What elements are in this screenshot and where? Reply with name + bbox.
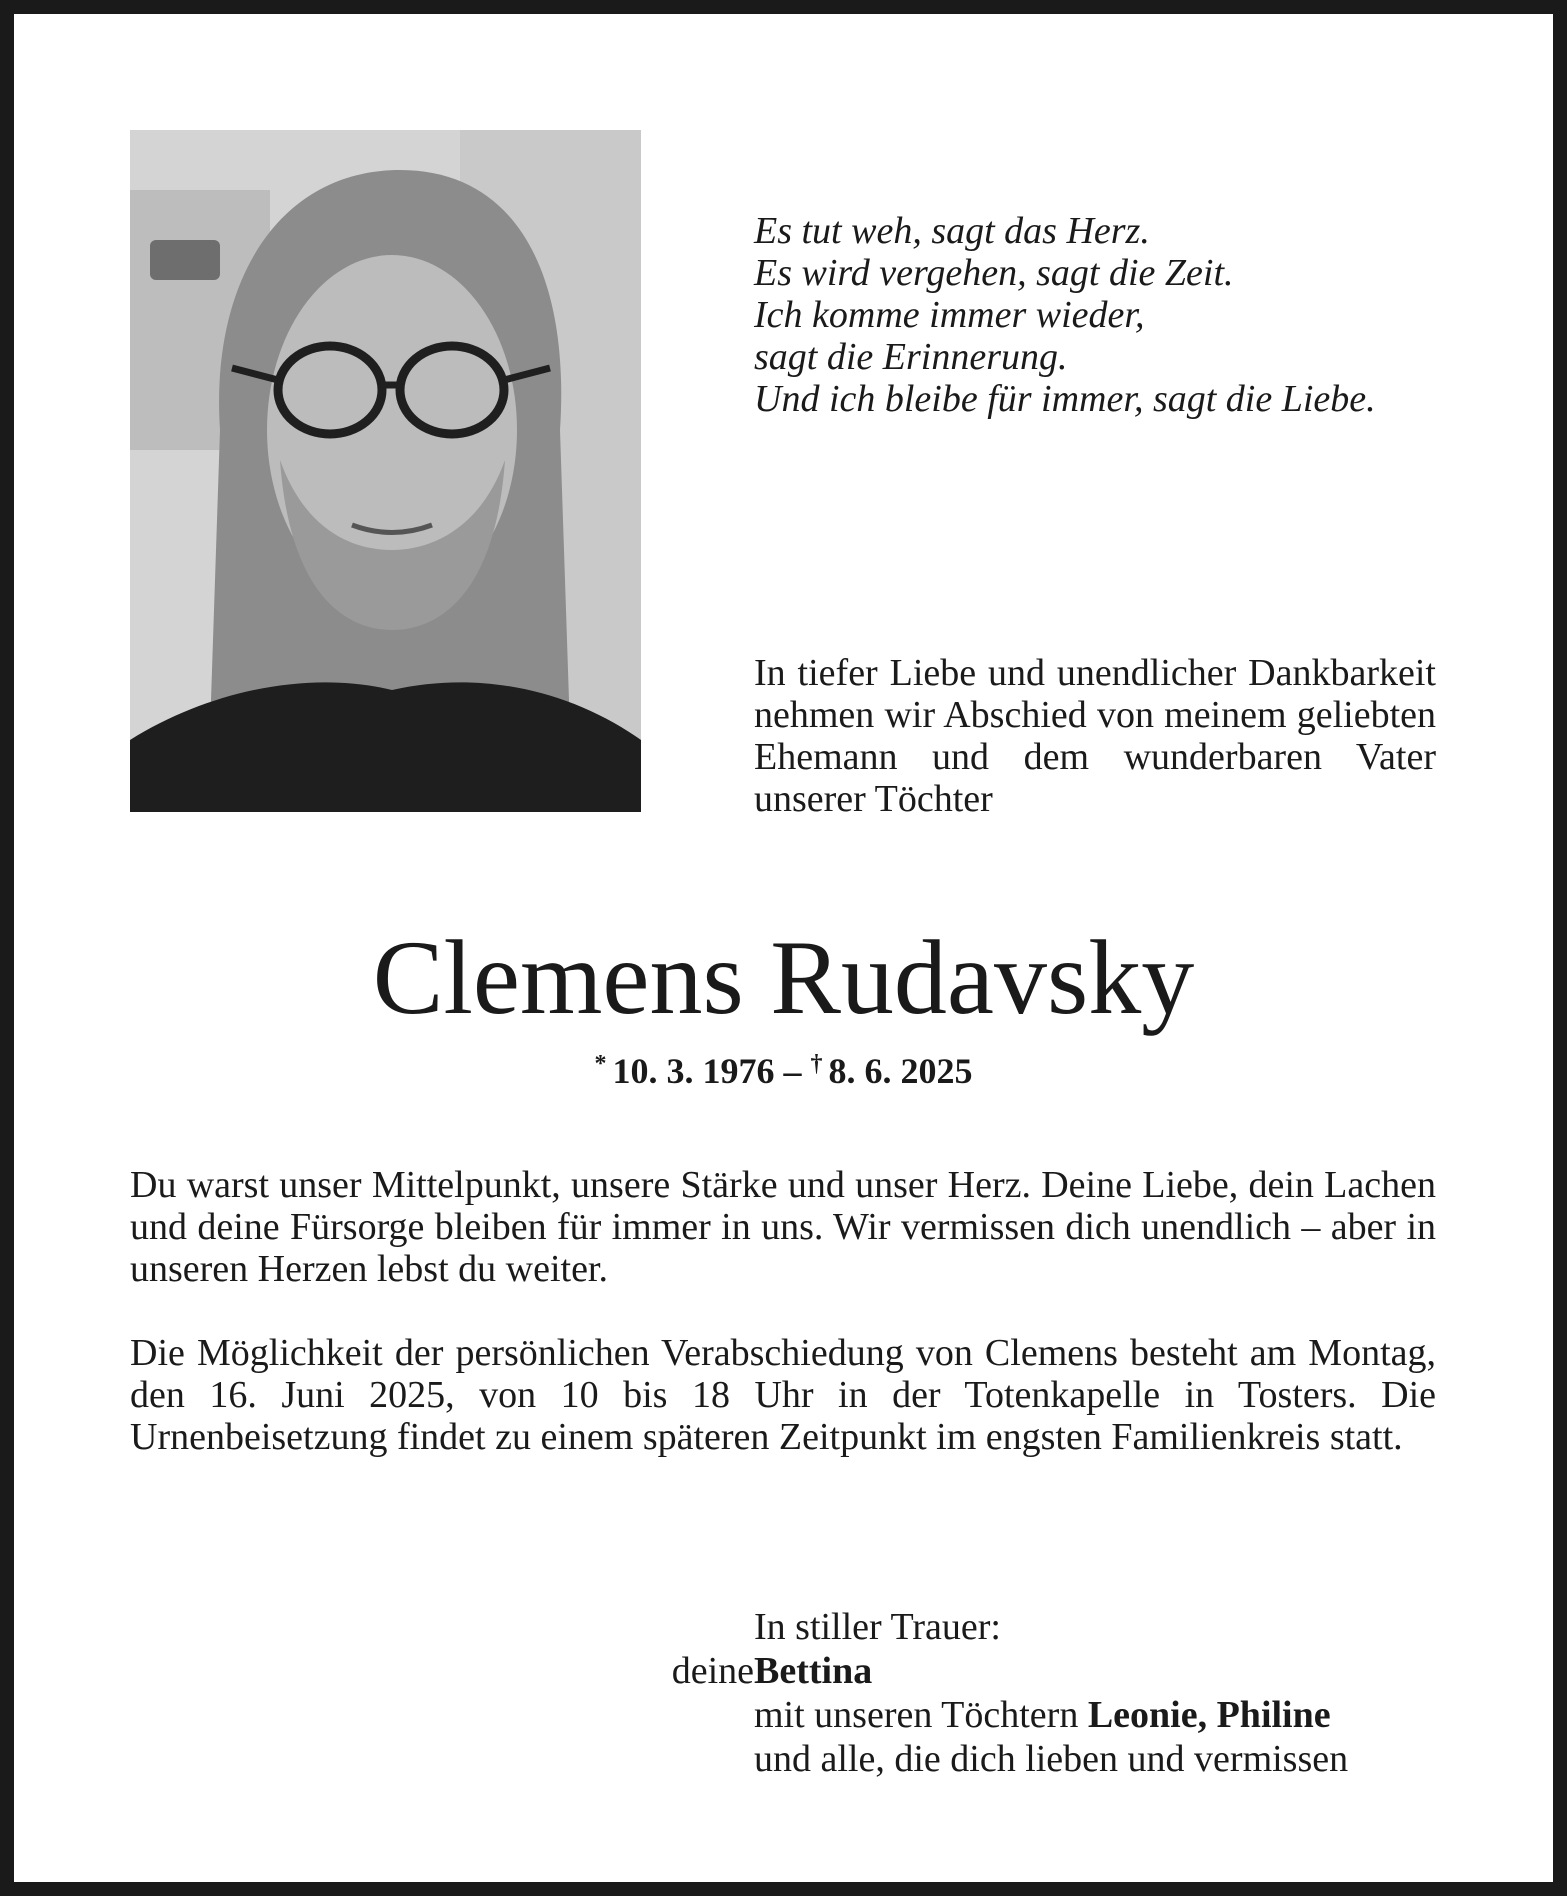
wife-name: Bettina (754, 1650, 873, 1692)
death-date: 8. 6. 2025 (828, 1051, 973, 1091)
life-dates (0, 1042, 1567, 1093)
poem (754, 210, 1454, 420)
tribute-paragraph: Du warst unser Mittelpunkt, unsere Stärke und unser Herz. Deine Liebe, dein Lachen und deine Fürsorge bleiben für immer in uns. Wir vermissen dich unendlich – aber in unseren Herzen lebst du weiter. (130, 1164, 1436, 1290)
intro-text: In tiefer Liebe und unendlicher Dankbarkeit nehmen wir Abschied von meinem geliebten Ehemann und dem wunderbaren Vater unserer Töchter (754, 652, 1436, 820)
children-prefix: mit unseren Töchtern (754, 1694, 1079, 1736)
date-separator: – (783, 1051, 802, 1091)
signature-wife (754, 1650, 872, 1692)
children-names: Leonie, Philine (1087, 1694, 1331, 1736)
farewell-info-paragraph: Die Möglichkeit der persönlichen Verabschiedung von Clemens besteht am Montag, den 16. Juni 2025, von 10 bis 18 Uhr in der Totenkapelle in Tosters. Die Urnenbeisetzung findet zu einem späteren Zeitpunkt im engsten Familienkreis statt. (130, 1332, 1436, 1458)
signature-closing: und alle, die dich lieben und vermissen (754, 1738, 1349, 1780)
poem-line: Es tut weh, sagt das Herz. (754, 210, 1150, 252)
signature-children-line (754, 1694, 1331, 1736)
poem-line: Ich komme immer wieder, (754, 294, 1145, 336)
poem-line: sagt die Erinnerung. (754, 336, 1068, 378)
birth-symbol: * (594, 1051, 607, 1077)
signature-heading: In stiller Trauer: (754, 1606, 1001, 1648)
portrait-photo (130, 130, 641, 812)
signature-prefix: deine (671, 1650, 754, 1692)
portrait-illustration (130, 130, 641, 812)
birth-date: 10. 3. 1976 (612, 1051, 775, 1091)
death-symbol: † (810, 1051, 823, 1077)
poem-line: Und ich bleibe für immer, sagt die Liebe. (754, 378, 1376, 420)
deceased-name: Clemens Rudavsky (372, 919, 1195, 1036)
poem-line: Es wird vergehen, sagt die Zeit. (754, 252, 1234, 294)
